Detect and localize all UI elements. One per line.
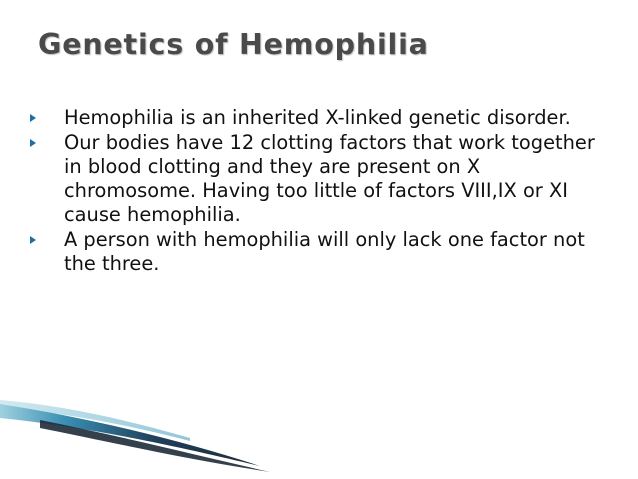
swoosh-main-band [0,404,260,466]
bullet-list [26,106,616,277]
bullet-item [26,228,616,276]
triangle-bullet-icon [30,236,36,244]
bullet-text: Hemophilia is an inherited X-linked genetic disorder. [64,106,571,129]
bullet-text: A person with hemophilia will only lack one factor not the three. [64,228,585,275]
triangle-bullet-icon [30,139,36,147]
slide-title: Genetics of Hemophilia [38,28,429,61]
bullet-item [26,131,616,227]
bullet-item [26,106,616,130]
bullet-text: Our bodies have 12 clotting factors that work together in blood clotting and they are present on X chromosome. Having too little of factors VIII,IX or XI cause hemophilia. [64,131,595,226]
swoosh-dark-band [40,420,270,472]
triangle-bullet-icon [30,114,36,122]
